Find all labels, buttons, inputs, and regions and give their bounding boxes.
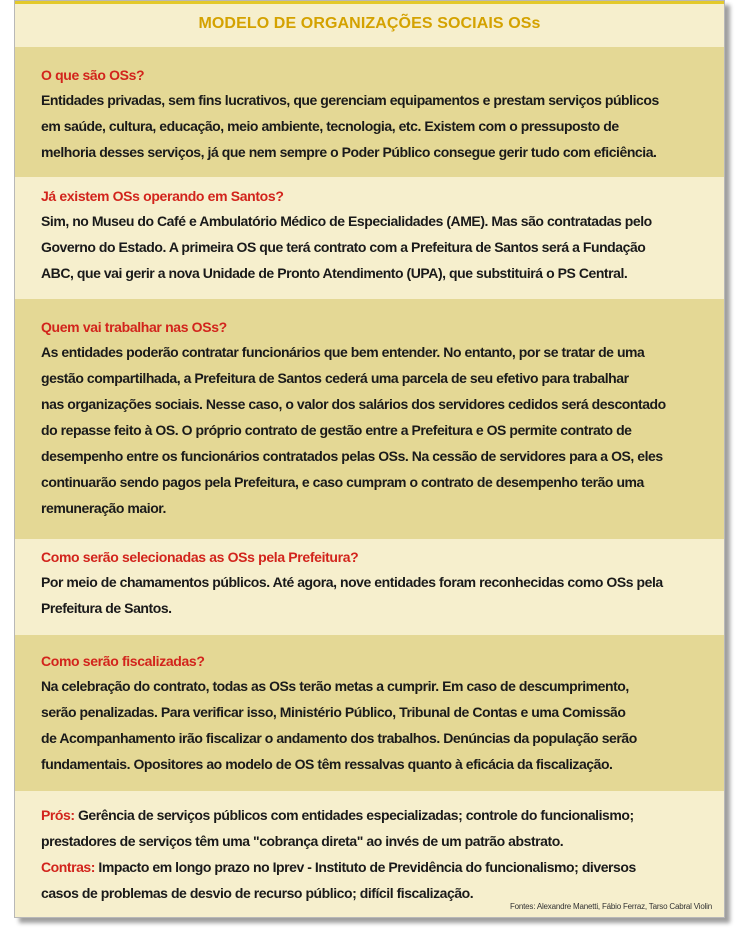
- section-selection: [15, 539, 724, 635]
- answer-line: Prefeitura de Santos.: [41, 600, 172, 616]
- answer-line: remuneração maior.: [41, 500, 166, 516]
- infobox: [14, 0, 725, 918]
- contras-line: [41, 854, 706, 880]
- page-title: MODELO DE ORGANIZAÇÕES SOCIAIS OSs: [198, 15, 541, 32]
- pros-line: [41, 802, 706, 828]
- answer: [41, 339, 706, 521]
- answer-line: fundamentais. Opositores ao modelo de OS têm ressalvas quanto à eficácia da fiscalização.: [41, 756, 613, 772]
- answer-line: do repasse feito à OS. O próprio contrato de gestão entre a Prefeitura e OS permite contrato de: [41, 422, 632, 438]
- section-oversight: [15, 635, 724, 791]
- contras-line: casos de problemas de desvio de recurso público; difícil fiscalização.: [41, 885, 474, 901]
- pros-line: prestadores de serviços têm uma "cobrança direta" ao invés de um patrão abstrato.: [41, 833, 564, 849]
- answer-line: Sim, no Museu do Café e Ambulatório Médico de Especialidades (AME). Mas são contratadas pelo: [41, 213, 652, 229]
- answer: [41, 673, 706, 777]
- question: Como serão fiscalizadas?: [41, 653, 205, 669]
- section-pros-contras: [15, 791, 724, 918]
- question: Quem vai trabalhar nas OSs?: [41, 319, 227, 335]
- pros-label: Prós:: [41, 807, 75, 823]
- answer-line: Entidades privadas, sem fins lucrativos, que gerenciam equipamentos e prestam serviços públicos: [41, 92, 659, 108]
- answer: [41, 569, 706, 621]
- contras-text: Impacto em longo prazo no Iprev - Instituto de Previdência do funcionalismo; diversos: [94, 859, 636, 875]
- pros: [41, 802, 706, 854]
- answer-line: continuarão sendo pagos pela Prefeitura, e caso cumpram o contrato de desempenho terão uma: [41, 474, 644, 490]
- answer-line: melhoria desses serviços, já que nem sempre o Poder Público consegue gerir tudo com eficiência.: [41, 144, 657, 160]
- answer-line: ABC, que vai gerir a nova Unidade de Pronto Atendimento (UPA), que substituirá o PS Central.: [41, 265, 628, 281]
- answer-line: Governo do Estado. A primeira OS que terá contrato com a Prefeitura de Santos será a Fundação: [41, 239, 646, 255]
- answer-line: em saúde, cultura, educação, meio ambiente, tecnologia, etc. Existem com o pressuposto de: [41, 118, 619, 134]
- answer-line: Na celebração do contrato, todas as OSs terão metas a cumprir. Em caso de descumprimento,: [41, 678, 629, 694]
- section-who-works: [15, 299, 724, 539]
- sources-credit: Fontes: Alexandre Manetti, Fábio Ferraz, Tarso Cabral Violin: [509, 902, 712, 911]
- answer-line: As entidades poderão contratar funcionários que bem entender. No entanto, por se tratar de uma: [41, 344, 645, 360]
- answer: [41, 87, 706, 165]
- question: Como serão selecionadas as OSs pela Prefeitura?: [41, 549, 359, 565]
- answer-line: desempenho entre os funcionários contratados pelas OSs. Na cessão de servidores para a OS, eles: [41, 448, 663, 464]
- pros-text: Gerência de serviços públicos com entidades especializadas; controle do funcionalismo;: [74, 807, 634, 823]
- answer-line: gestão compartilhada, a Prefeitura de Santos cederá uma parcela de seu efetivo para trabalhar: [41, 370, 629, 386]
- answer-line: Por meio de chamamentos públicos. Até agora, nove entidades foram reconhecidas como OSs pela: [41, 574, 663, 590]
- answer: [41, 208, 706, 286]
- contras-label: Contras:: [41, 859, 95, 875]
- contras: [41, 854, 706, 906]
- question: Já existem OSs operando em Santos?: [41, 188, 284, 204]
- question: O que são OSs?: [41, 67, 145, 83]
- answer-line: nas organizações sociais. Nesse caso, o valor dos salários dos servidores cedidos será descontado: [41, 396, 666, 412]
- section-what-are-oss: [15, 47, 724, 177]
- title-bar: [15, 1, 724, 47]
- section-existing-oss: [15, 177, 724, 299]
- answer-line: serão penalizadas. Para verificar isso, Ministério Público, Tribunal de Contas e uma Comissão: [41, 704, 626, 720]
- answer-line: de Acompanhamento irão fiscalizar o andamento dos trabalhos. Denúncias da população serão: [41, 730, 637, 746]
